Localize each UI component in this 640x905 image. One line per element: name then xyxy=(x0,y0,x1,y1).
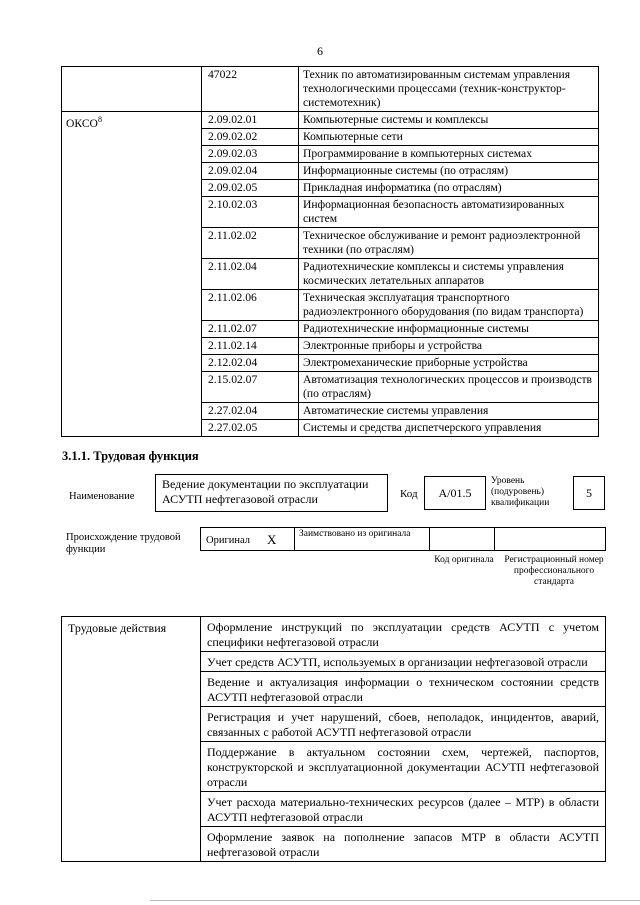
actions-table xyxy=(61,616,606,862)
okso-code: 2.11.02.07 xyxy=(202,321,299,338)
level-label: Уровень (подуровень) квалификации xyxy=(491,476,550,508)
okso-code: 2.09.02.03 xyxy=(202,146,299,163)
origin-label: Происхождение трудовой функции xyxy=(66,532,181,555)
actions-header: Трудовые действия xyxy=(62,617,201,862)
okso-code: 2.09.02.04 xyxy=(202,163,299,180)
okso-code: 2.27.02.04 xyxy=(202,403,299,420)
action-item: Оформление инструкций по эксплуатации средств АСУТП с учетом специфики нефтегазовой отрасли xyxy=(201,617,606,652)
okso-name: Программирование в компьютерных системах xyxy=(299,146,599,163)
scan-edge xyxy=(150,900,640,901)
origin-code-label: Код оригинала xyxy=(434,555,494,565)
okso-name: Компьютерные системы и комплексы xyxy=(299,112,599,129)
okso-code: 2.11.02.06 xyxy=(202,290,299,321)
okso-name: Информационная безопасность автоматизированных систем xyxy=(299,197,599,228)
okso-name: Системы и средства диспетчерского управления xyxy=(299,420,599,437)
table-row xyxy=(62,67,599,112)
code-label: Код xyxy=(400,488,418,500)
okso-code: 2.11.02.14 xyxy=(202,338,299,355)
code-value-box: А/01.5 xyxy=(424,476,486,510)
okso-code: 2.11.02.02 xyxy=(202,228,299,259)
okso-name: Электромеханические приборные устройства xyxy=(299,355,599,372)
reg-number-label: Регистрационный номер профессионального стандарта xyxy=(504,555,604,587)
okso-name: Радиотехнические информационные системы xyxy=(299,321,599,338)
name-label: Наименование xyxy=(69,491,135,502)
action-item: Оформление заявок на пополнение запасов МТР в области АСУТП нефтегазовой отрасли xyxy=(201,827,606,862)
footnote-marker: 8 xyxy=(97,115,102,124)
okso-name: Компьютерные сети xyxy=(299,129,599,146)
table-row xyxy=(62,112,599,129)
table-cell xyxy=(62,67,202,112)
borrowed-label: Заимствовано из оригинала xyxy=(299,529,411,539)
okso-name: Электронные приборы и устройства xyxy=(299,338,599,355)
okso-name: Техническая эксплуатация транспортного радиоэлектронного оборудования (по видам транспорта) xyxy=(299,290,599,321)
okso-code: 2.10.02.03 xyxy=(202,197,299,228)
okso-name: Информационные системы (по отраслям) xyxy=(299,163,599,180)
section-title: 3.1.1. Трудовая функция xyxy=(62,449,199,463)
action-item: Учет расхода материально-технических ресурсов (далее – МТР) в области АСУТП нефтегазовой отрасли xyxy=(201,792,606,827)
okso-name: Прикладная информатика (по отраслям) xyxy=(299,180,599,197)
okso-code: 2.09.02.01 xyxy=(202,112,299,129)
okso-name: Техническое обслуживание и ремонт радиоэлектронной техники (по отраслям) xyxy=(299,228,599,259)
okso-code: 2.15.02.07 xyxy=(202,372,299,403)
okso-code: 2.27.02.05 xyxy=(202,420,299,437)
okso-code: 2.12.02.04 xyxy=(202,355,299,372)
page-number: 6 xyxy=(317,44,323,58)
divider xyxy=(294,528,295,550)
okso-name: Автоматические системы управления xyxy=(299,403,599,420)
divider xyxy=(494,528,495,550)
okso-code: 2.09.02.05 xyxy=(202,180,299,197)
okso-label: ОКСО xyxy=(66,116,98,130)
original-mark: X xyxy=(267,532,277,547)
action-item: Ведение и актуализация информации о техническом состоянии средств АСУТП нефтегазовой отрасли xyxy=(201,672,606,707)
okso-name: Автоматизация технологических процессов и производств (по отраслям) xyxy=(299,372,599,403)
table-row xyxy=(62,617,606,652)
okso-name: Радиотехнические комплексы и системы управления космических летательных аппаратов xyxy=(299,259,599,290)
action-item: Регистрация и учет нарушений, сбоев, неполадок, инцидентов, аварий, связанных с работой АСУТП нефтегазовой отрасли xyxy=(201,707,606,742)
okso-label-cell xyxy=(62,112,202,437)
okso-table xyxy=(61,66,599,437)
function-name-box: Ведение документации по эксплуатации АСУТП нефтегазовой отрасли xyxy=(155,474,388,512)
original-label: Оригинал xyxy=(206,535,250,546)
okso-name: Техник по автоматизированным системам управления технологическими процессами (техник-конструктор-системотехник) xyxy=(299,67,599,112)
okso-code: 2.11.02.04 xyxy=(202,259,299,290)
action-item: Учет средств АСУТП, используемых в организации нефтегазовой отрасли xyxy=(201,652,606,672)
action-item: Поддержание в актуальном состоянии схем, чертежей, паспортов, конструкторской и эксплуатационной документации АСУТП нефтегазовой отрасли xyxy=(201,742,606,792)
okso-code: 47022 xyxy=(202,67,299,112)
level-value-box: 5 xyxy=(573,476,605,510)
divider xyxy=(429,528,430,550)
okso-code: 2.09.02.02 xyxy=(202,129,299,146)
origin-table xyxy=(200,527,606,551)
